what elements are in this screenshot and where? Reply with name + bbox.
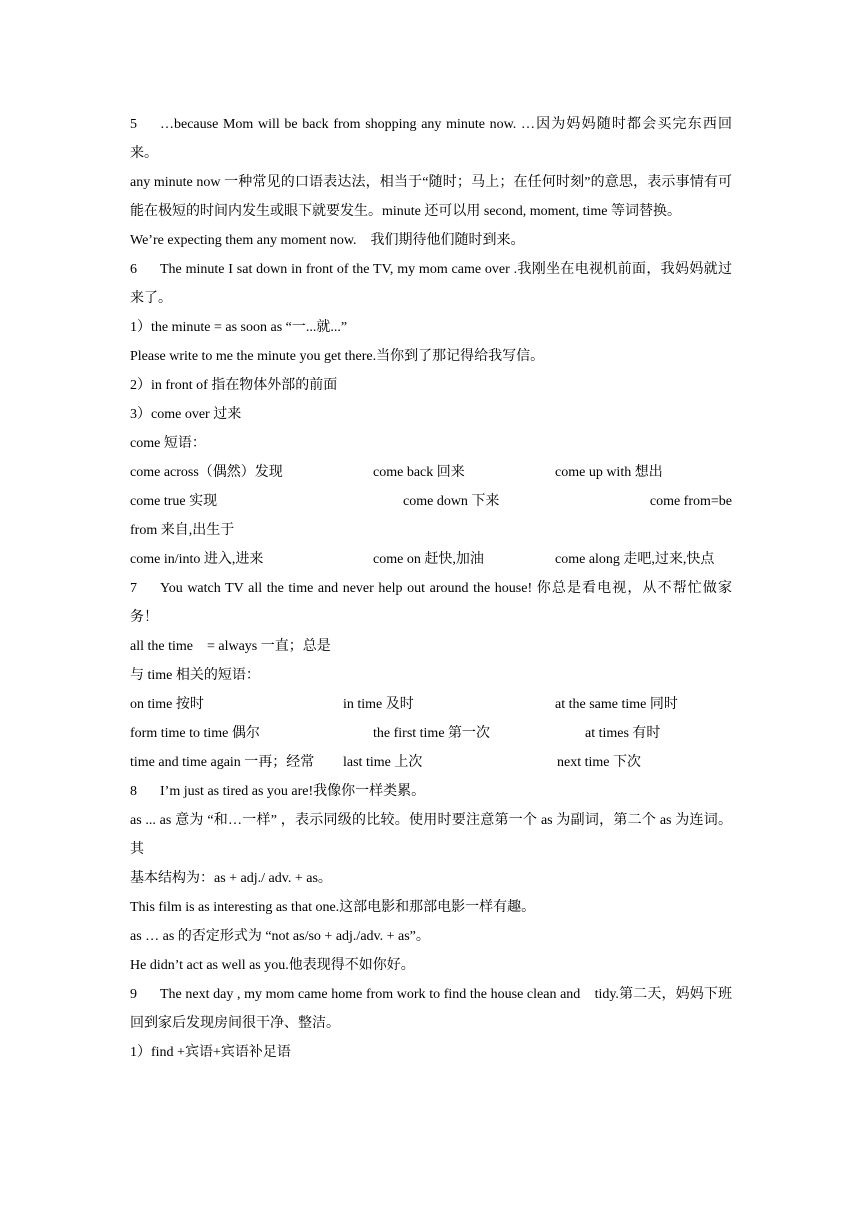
time-phrases-heading: 与 time 相关的短语： [130,668,260,683]
phrase-continuation: from 来自,出生于 [130,523,235,538]
note-all-the-time: all the time = always 一直；总是 [130,639,331,654]
sentence-text: You watch TV all the time and never help out around the house! 你总是看电视，从不帮忙做家务！ [130,581,732,625]
phrase: form time to time 偶尔 [130,726,260,741]
item-number: 9 [130,987,137,1002]
phrase: come true 实现 [130,494,218,509]
note-as-as: as ... as 意为 “和…一样” ，表示同级的比较。使用时要注意第一个 as 为副词，第二个 as 为连词。其 [130,813,732,857]
phrase: at times 有时 [585,726,661,741]
point-the-minute: 1）the minute = as soon as “一...就...” [130,320,348,335]
time-phrases-row [130,719,732,748]
phrase: time and time again 一再；经常 [130,755,315,770]
phrase: come back 回来 [373,465,465,480]
example-sentence: Please write to me the minute you get there.当你到了那记得给我写信。 [130,349,545,364]
example-sentence: This film is as interesting as that one.这部电影和那部电影一样有趣。 [130,900,536,915]
phrase: on time 按时 [130,697,204,712]
item-number: 7 [130,581,137,596]
sentence-text: I’m just as tired as you are!我像你一样类累。 [160,784,426,799]
phrase: come down 下来 [403,494,500,509]
come-phrases-row [130,545,732,574]
come-phrases-heading: come 短语： [130,436,206,451]
note-structure: 基本结构为：as + adj./ adv. + as。 [130,871,332,886]
phrase: come along 走吧,过来,快点 [555,552,715,567]
sentence-9 [130,980,732,1038]
phrase: come across（偶然）发现 [130,465,283,480]
point-find-object-complement: 1）find +宾语+宾语补足语 [130,1045,291,1060]
phrase: last time 上次 [343,755,423,770]
come-phrases-row [130,458,732,487]
example-sentence: We’re expecting them any moment now. 我们期待他们随时到来。 [130,233,525,248]
sentence-text: …because Mom will be back from shopping any minute now. …因为妈妈随时都会买完东西回来。 [130,117,732,161]
phrase: come on 赶快,加油 [373,552,484,567]
item-number: 5 [130,117,137,132]
phrase: next time 下次 [557,755,641,770]
sentence-6 [130,255,732,313]
note-negative-form: as … as 的否定形式为 “not as/so + adj./adv. + as”。 [130,929,430,944]
sentence-text: The minute I sat down in front of the TV, my mom came over .我刚坐在电视机前面，我妈妈就过来了。 [130,262,732,306]
example-sentence: He didn’t act as well as you.他表现得不如你好。 [130,958,415,973]
phrase: the first time 第一次 [373,726,491,741]
come-phrases-row [130,487,732,516]
point-in-front-of: 2）in front of 指在物体外部的前面 [130,378,338,393]
phrase: come up with 想出 [555,465,663,480]
sentence-8 [130,777,732,806]
phrase: come from=be [649,494,732,509]
note-any-minute-now: any minute now 一种常见的口语表达法，相当于“随时；马上；在任何时刻”的意思，表示事情有可能在极短的时间内发生或眼下就要发生。minute 还可以用 second, moment, time 等词替换。 [130,175,732,219]
phrase: in time 及时 [343,697,414,712]
sentence-7 [130,574,732,632]
time-phrases-row [130,690,732,719]
time-phrases-row [130,748,732,777]
sentence-5 [130,110,732,168]
item-number: 6 [130,262,137,277]
phrase: come in/into 进入,进来 [130,552,264,567]
sentence-text: The next day , my mom came home from work to find the house clean and tidy.第二天，妈妈下班回到家后发现房间很干净、整洁。 [130,987,732,1031]
point-come-over: 3）come over 过来 [130,407,242,422]
document-body [130,110,732,1067]
item-number: 8 [130,784,137,799]
phrase: at the same time 同时 [555,697,678,712]
